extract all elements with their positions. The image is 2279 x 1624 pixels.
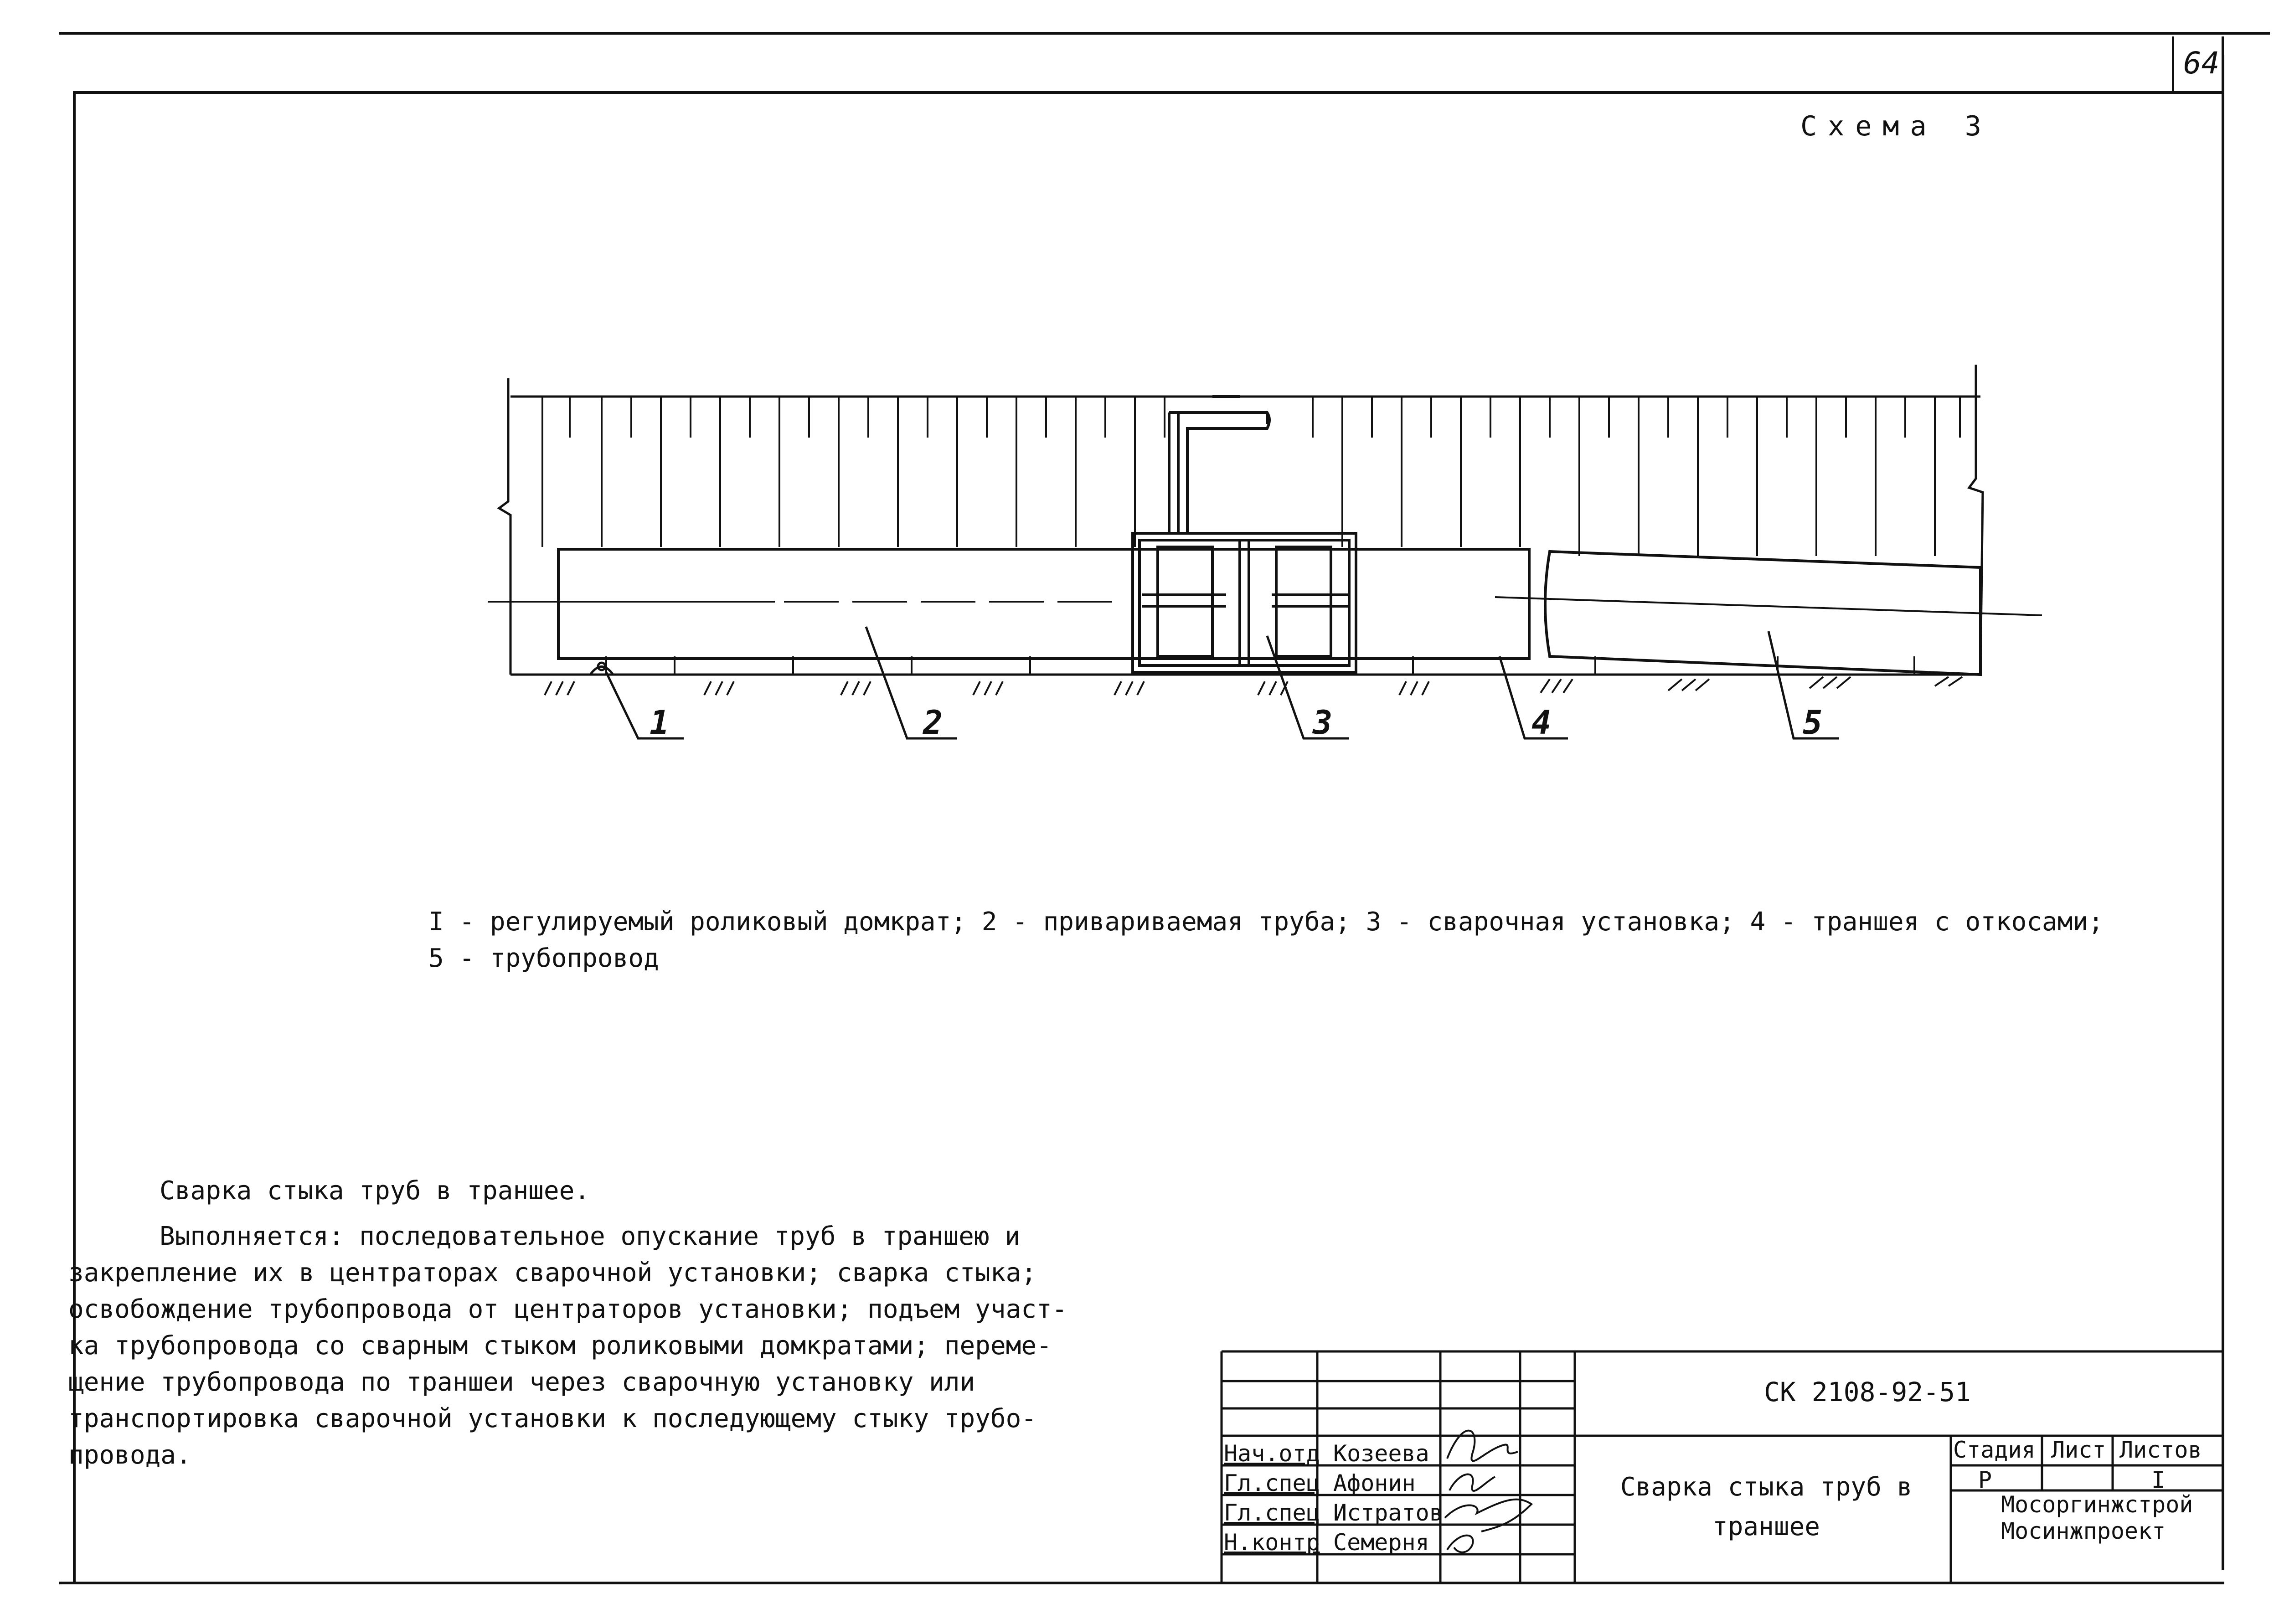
name-2: Афонин (1333, 1470, 1416, 1496)
stage-header: Стадия (1953, 1437, 2036, 1463)
callout-4: 4 (1531, 703, 1552, 742)
organization-line-2: Мосинжпроект (2001, 1518, 2166, 1544)
signature-scribbles (1445, 1431, 1531, 1552)
legend-line-1: I - регулируемый роликовый домкрат; 2 - привариваемая труба; 3 - сварочная установка; 4 - траншея с откосами; (428, 907, 2104, 937)
legend-line-2: 5 - трубопровод (428, 943, 659, 973)
callout-5: 5 (1803, 703, 1823, 742)
description-line: закрепление их в центраторах сварочной установки; сварка стыка; (68, 1258, 1037, 1288)
description-line: провода. (68, 1440, 191, 1470)
description-line: ка трубопровода со сварным стыком роликовыми домкратами; переме- (68, 1331, 1052, 1361)
name-3: Истратов (1333, 1500, 1443, 1526)
name-4: Семерня (1333, 1529, 1429, 1556)
description-line: освобождение трубопровода от центраторов установки; подъем участ- (68, 1294, 1067, 1324)
description-title: Сварка стыка труб в траншее. (160, 1176, 590, 1206)
role-3: Гл.спец (1224, 1500, 1320, 1526)
callout-1: 1 (650, 703, 670, 742)
description-line: Выполняется: последовательное опускание труб в траншею и (160, 1222, 1021, 1251)
callout-3: 3 (1313, 703, 1333, 742)
callout-2: 2 (923, 703, 943, 742)
description-line: щение трубопровода по траншеи через сварочную установку или (68, 1367, 975, 1397)
document-title-line-2: траншее (1712, 1511, 1820, 1542)
document-title-line-1: Сварка стыка труб в (1620, 1472, 1913, 1502)
sheets-header: Листов (2119, 1437, 2202, 1463)
scheme-title: Схема 3 (1800, 110, 1992, 142)
sheet-header: Лист (2051, 1437, 2106, 1463)
organization-line-1: Мосоргинжстрой (2001, 1491, 2193, 1518)
sheets-value: I (2151, 1467, 2166, 1493)
document-title (1586, 1468, 1946, 1547)
name-1: Козеева (1333, 1440, 1429, 1467)
role-2: Гл.спец (1224, 1470, 1320, 1496)
sheet-number: 64 (2183, 46, 2220, 81)
description-line: транспортировка сварочной установки к последующему стыку трубо- (68, 1404, 1037, 1433)
document-code: СК 2108-92-51 (1764, 1377, 1971, 1407)
role-4: Н.контр (1224, 1529, 1320, 1556)
stage-value: Р (1978, 1467, 1992, 1493)
role-1: Нач.отд (1224, 1440, 1320, 1467)
